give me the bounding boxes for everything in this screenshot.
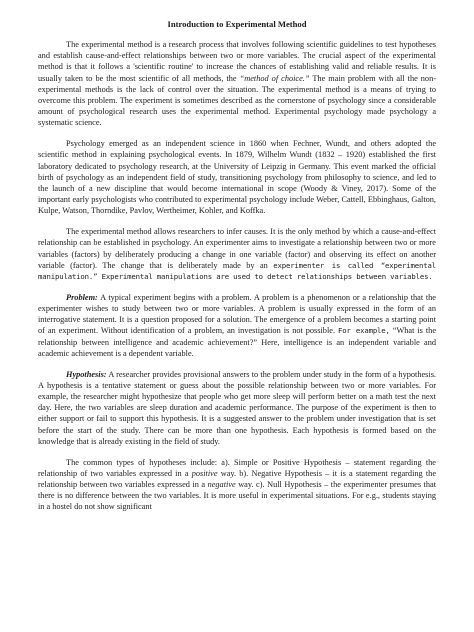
paragraph-history: Psychology emerged as an independent science in 1860 when Fechner, Wundt, and others adopted the scientific method in explaining psychological events. In 1879, Wilhelm Wundt (1832 – 1920) established the first laboratory dedicated to psychology research, at the University of Leipzig in Germany. This event marked the official birth of psychology as an independent field of study, transitioning psychology from philosophy to science, and led to the launch of a new discipline that would become international in scope (Woody & Viney, 2017). Some of the important early psychologists who contributed to experimental psychology include Weber, Cattell, Ebbinghaus, Galton, Kulpe, Watson, Thorndike, Pavlov, Wertheimer, Kohler, and Koffka. (38, 139, 436, 216)
paragraph-hypothesis (38, 369, 436, 447)
paragraph-types-text-c: way. c). Null Hypothesis – the experimenter presumes that there is no difference between the two variables. It is more useful in experimental situations. For e.g., students staying in a hostel do not show significant (38, 480, 436, 512)
paragraph-types-text-b: way. b). Negative Hypothesis – it is a statement regarding the relationship between two variables expressed in a (38, 468, 436, 490)
document-title: Introduction to Experimental Method (167, 19, 307, 29)
problem-label: Problem: (66, 292, 98, 302)
paragraph-hypothesis-text: A researcher provides provisional answers to the problem under study in the form of a hypothesis. A hypothesis is a tentative statement or guess about the possible relationship between two or more variables. For example, the researcher might hypothesize that people who get more sleep will perform better on a math test the next day. Here, the two variables are sleep duration and academic performance. The purpose of the experiment is then to either support or fail to support this hypothesis. It is a suggested answer to the problem under investigation that is set before the start of the study. There can be more than one hypothesis. Each hypothesis is formed based on the knowledge that is already existing in the field of study. (38, 369, 436, 446)
paragraph-manipulation (38, 226, 436, 282)
paragraph-manipulation-text-b: experimenter is called “experimental manipulation.” Experimental manipulations are used to detect relationships between variables. (38, 260, 436, 282)
paragraph-types-text-a: The common types of hypotheses include: a). Simple or Positive Hypothesis – statement regarding the relationship of two variables expressed in a (38, 457, 436, 478)
paragraph-intro-text-b: The main problem with all the non-experimental methods is the lack of control over the situation. The experimental method is a means of trying to overcome this problem. The experiment is sometimes described as the cornerstone of psychology since a considerable amount of psychological research uses the experimental method. Experimental psychology made psychology a systematic science. (38, 73, 436, 128)
paragraph-problem-text-c: “What is the relationship between intelligence and academic achievement?” Here, intelligence is an independent variable and academic achievement is a dependent variable. (38, 326, 436, 358)
paragraph-problem-text-a: A typical experiment begins with a problem. A problem is a phenomenon or a relationship that the experimenter wishes to study between two or more variables. A problem is usually expressed in the form of an interrogative statement. It is a question proposed for a solution. The emergence of a problem becomes a starting point of an experiment. Without identification of a problem, an investigation is not possible. (38, 292, 436, 336)
positive-emphasis: positive (191, 468, 218, 478)
paragraph-problem (38, 292, 436, 359)
paragraph-manipulation-text-a: The experimental method allows researchers to infer causes. It is the only method by which a cause-and-effect relationship can be established in psychology. An experimenter aims to investigate a relationship between two or more variables (factors) by deliberately producing a change in one variable (factor) and observing its effect on another variable (factor). The change that is deliberately made by an (38, 227, 436, 270)
paragraph-intro (38, 39, 436, 129)
hypothesis-label: Hypothesis: (66, 369, 107, 379)
paragraph-intro-text-a: The experimental method is a research process that involves following scientific guidelines to test hypotheses and establish cause-and-effect relationships between two or more variables. The crucial aspect of the experimental method is that it follows a 'scientific routine' to increase the chances of establishing valid and reliable results. It is usually taken to be the most scientific of all methods, the (38, 40, 436, 83)
method-of-choice-quote: “method of choice.” (239, 73, 310, 83)
negative-emphasis: negative (207, 480, 236, 490)
paragraph-problem-text-b: For example, (337, 326, 390, 336)
paragraph-hypothesis-types (38, 457, 436, 513)
